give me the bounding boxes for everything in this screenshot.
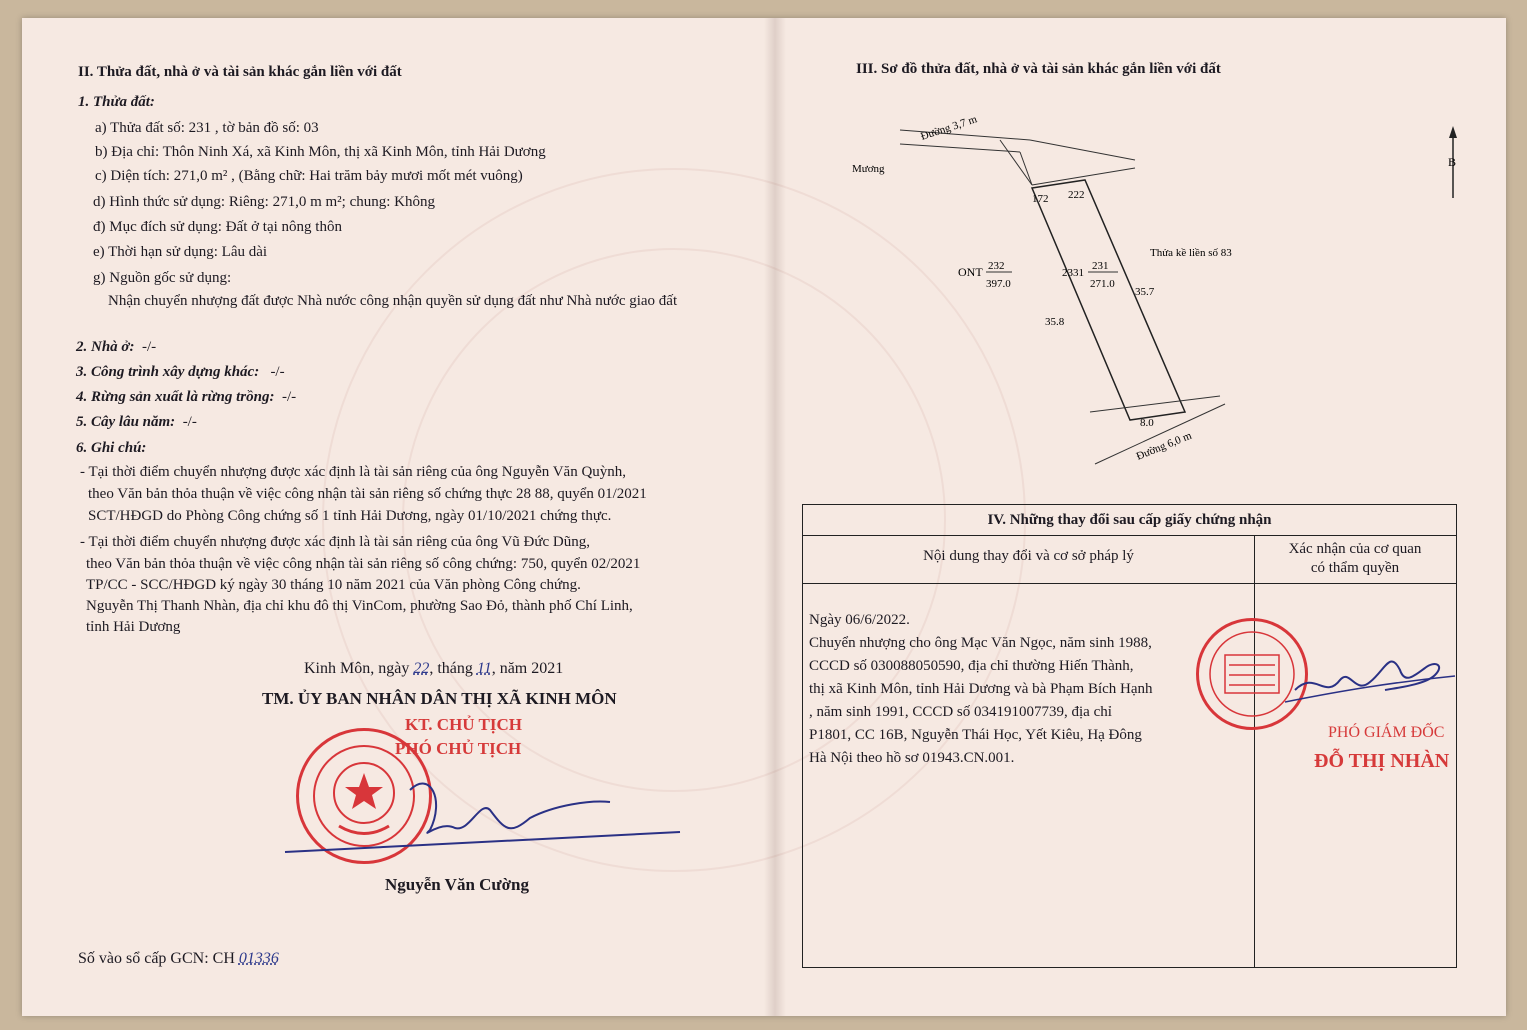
forest-value: -/- (281, 389, 297, 405)
road-top-label: Đường 3,7 m (919, 113, 979, 143)
authority-name: TM. ỦY BAN NHÂN DÂN THỊ XÃ KINH MÔN (262, 689, 617, 708)
note2-line: Nguyễn Thị Thanh Nhàn, địa chỉ khu đô thị VinCom, phường Sao Đỏ, thành phố Chí Linh, (86, 598, 633, 614)
tree-label: 5. Cây lâu năm: (76, 414, 176, 430)
issue-month: 11 (476, 660, 492, 677)
note2-line: TP/CC - SCC/HĐGD ký ngày 30 tháng 10 năm 2021 của Văn phòng Công chứng. (86, 577, 581, 593)
bottom-width: 8.0 (1140, 417, 1154, 429)
note1-line: - Tại thời điểm chuyển nhượng được xác định là tài sản riêng của ông Nguyễn Văn Quỳnh, (80, 464, 627, 480)
notes-heading: 6. Ghi chú: (76, 440, 147, 456)
road-bottom-label: Đường 6,0 m (1134, 429, 1194, 463)
land-line-c: c) Diện tích: 271,0 m² , (Bằng chữ: Hai trăm bảy mươi mốt mét vuông) (95, 168, 523, 184)
change-line: P1801, CC 16B, Nguyễn Thái Học, Yết Kiêu, Hạ Đông (809, 727, 1142, 743)
registration-number (78, 950, 279, 968)
house-label: 2. Nhà ở: (76, 339, 135, 355)
left-parcel-area: 397.0 (986, 278, 1011, 290)
other-works-value: -/- (270, 364, 285, 380)
page-fold (764, 18, 786, 1016)
change-line: , năm sinh 1991, CCCD số 034191007739, địa chỉ (809, 704, 1112, 720)
signature-right (1285, 640, 1460, 720)
change-line: thị xã Kinh Môn, tỉnh Hải Dương và bà Phạm Bích Hạnh (809, 681, 1153, 697)
tree-value: -/- (182, 414, 197, 430)
adjacent-top-right-label: 222 (1068, 189, 1085, 201)
note1-line: SCT/HĐGD do Phòng Công chứng số 1 tỉnh Hải Dương, ngày 01/10/2021 chứng thực. (88, 508, 612, 524)
canal-label: Mương (852, 163, 885, 175)
land-line-a: a) Thửa đất số: 231 , tờ bản đồ số: 03 (95, 120, 319, 136)
confirm-role: PHÓ GIÁM ĐỐC (1328, 724, 1445, 741)
side-right-length: 35.7 (1135, 286, 1155, 298)
other-works-label: 3. Công trình xây dựng khác: (76, 364, 260, 380)
parcel-area: 271.0 (1090, 278, 1115, 290)
reg-value: 01336 (238, 950, 279, 967)
issue-day: 22 (413, 660, 430, 677)
land-heading: 1. Thửa đất: (78, 94, 155, 110)
mid-parcel-number: 2331 (1062, 267, 1084, 279)
forest-label: 4. Rừng sản xuất là rừng trồng: (76, 389, 275, 405)
change-line: CCCD số 030088050590, địa chỉ thường Hiến Thành, (809, 658, 1134, 674)
year-text: , năm 2021 (491, 660, 564, 677)
land-line-dd: đ) Mục đích sử dụng: Đất ở tại nông thôn (93, 219, 342, 235)
parcel-diagram (840, 100, 1480, 500)
sign-role-2: PHÓ CHỦ TỊCH (395, 739, 522, 758)
left-parcel-type: ONT (958, 265, 983, 279)
col1-header: Nội dung thay đổi và cơ sở pháp lý (923, 548, 1134, 564)
sign-role-1: KT. CHỦ TỊCH (405, 715, 522, 734)
land-line-b: b) Địa chỉ: Thôn Ninh Xá, xã Kinh Môn, thị xã Kinh Môn, tỉnh Hải Dương (95, 144, 546, 160)
parcel-number: 231 (1092, 260, 1109, 272)
signer-name: Nguyễn Văn Cường (385, 875, 530, 894)
changes-title-row (803, 505, 1456, 536)
change-line: Hà Nội theo hồ sơ 01943.CN.001. (809, 750, 1015, 766)
change-line: Ngày 06/6/2022. (809, 612, 910, 628)
column-divider (1254, 535, 1255, 967)
changes-title: IV. Những thay đổi sau cấp giấy chứng nhận (987, 512, 1272, 528)
left-parcel-number: 232 (988, 260, 1005, 272)
land-origin: Nhận chuyển nhượng đất được Nhà nước công nhận quyền sử dụng đất như Nhà nước giao đất (108, 293, 678, 309)
date-prefix: Kinh Môn, ngày (304, 660, 410, 677)
north-label: B (1448, 155, 1457, 169)
note2-line: theo Văn bản thỏa thuận về việc công nhận tài sản riêng số công chứng: 750, quyển 02/2021 (86, 556, 641, 572)
land-line-g: g) Nguồn gốc sử dụng: (93, 270, 232, 286)
neighbor-right-label: Thửa kề liền số 83 (1150, 247, 1232, 259)
side-left-length: 35.8 (1045, 316, 1065, 328)
month-prefix: , tháng (429, 660, 473, 677)
issue-date (304, 660, 563, 678)
land-line-e: e) Thời hạn sử dụng: Lâu dài (93, 244, 268, 260)
forest-row (76, 388, 296, 406)
col2-header-line2: có thẩm quyền (1310, 560, 1400, 576)
section-ii-title: II. Thửa đất, nhà ở và tài sản khác gắn liền với đất (78, 64, 402, 80)
adjacent-top-left-label: 172 (1032, 193, 1049, 205)
house-row (76, 338, 156, 356)
land-line-d: d) Hình thức sử dụng: Riêng: 271,0 m m²; chung: Không (93, 194, 435, 210)
note1-line: theo Văn bản thỏa thuận về việc công nhận tài sản riêng số chứng thực 28 88, quyển 01/2021 (88, 486, 647, 502)
reg-label: Số vào sổ cấp GCN: CH (78, 950, 235, 967)
other-works-row (76, 363, 285, 381)
house-value: -/- (141, 339, 157, 355)
change-line: Chuyển nhượng cho ông Mạc Văn Ngọc, năm sinh 1988, (809, 635, 1152, 651)
confirm-name: ĐỖ THỊ NHÀN (1314, 750, 1450, 772)
changes-header-row (803, 535, 1456, 584)
note2-line: - Tại thời điểm chuyển nhượng được xác định là tài sản riêng của ông Vũ Đức Dũng, (80, 534, 591, 550)
col2-header-line1: Xác nhận của cơ quan (1288, 541, 1422, 557)
note2-line: tỉnh Hải Dương (86, 619, 181, 635)
tree-row (76, 413, 197, 431)
section-iii-title: III. Sơ đồ thửa đất, nhà ở và tài sản khác gắn liền với đất (856, 61, 1221, 77)
signature-left (280, 760, 700, 870)
